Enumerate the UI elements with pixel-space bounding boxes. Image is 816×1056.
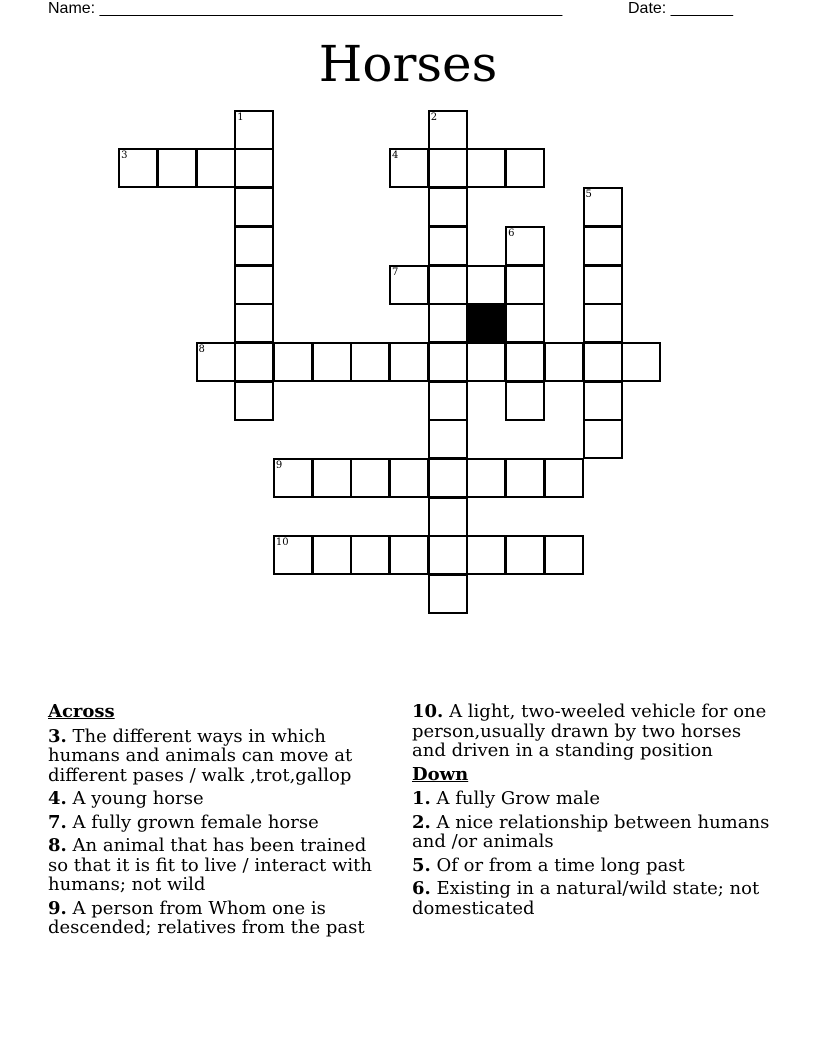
grid-cell[interactable] — [583, 419, 623, 459]
grid-cell[interactable] — [505, 226, 545, 266]
clues-column-left — [48, 702, 378, 942]
clue-down-5: 5. Of or from a time long past — [412, 854, 685, 876]
grid-cell[interactable] — [428, 110, 468, 150]
grid-cell[interactable] — [273, 458, 313, 498]
grid-cell[interactable] — [196, 148, 236, 188]
grid-cell[interactable] — [312, 458, 352, 498]
grid-cell[interactable] — [466, 148, 506, 188]
grid-cell[interactable] — [428, 381, 468, 421]
grid-cell[interactable] — [428, 187, 468, 227]
grid-cell[interactable] — [428, 342, 468, 382]
grid-cell[interactable] — [196, 342, 236, 382]
grid-cell[interactable] — [621, 342, 661, 382]
grid-cell[interactable] — [389, 458, 429, 498]
grid-cell[interactable] — [544, 535, 584, 575]
grid-cell[interactable] — [118, 148, 158, 188]
clue-down-6: 6. Existing in a natural/wild state; not domesticated — [412, 878, 760, 919]
grid-cell[interactable] — [505, 342, 545, 382]
grid-cell[interactable] — [505, 265, 545, 305]
grid-cell[interactable] — [583, 265, 623, 305]
grid-cell[interactable] — [389, 265, 429, 305]
clue-down-2: 2. A nice relationship between humans and /or animals — [412, 811, 770, 852]
grid-cell[interactable] — [505, 535, 545, 575]
clue-number: 1 — [237, 111, 244, 123]
clues-column-right — [412, 702, 772, 922]
grid-cell[interactable] — [157, 148, 197, 188]
clue-number: 3 — [121, 150, 128, 162]
grid-cell[interactable] — [234, 226, 274, 266]
clue-across-9: 9. A person from Whom one is descended; relatives from the past — [48, 897, 365, 938]
clue-across-8: 8. An animal that has been trained so that it is fit to live / interact with humans; not wild — [48, 835, 372, 895]
grid-cell[interactable] — [428, 458, 468, 498]
grid-cell[interactable] — [350, 458, 390, 498]
clue-number: 5 — [585, 189, 592, 201]
grid-cell[interactable] — [350, 342, 390, 382]
grid-cell[interactable] — [234, 110, 274, 150]
clue-number: 10 — [275, 537, 289, 549]
clue-across-4: 4. A young horse — [48, 788, 204, 809]
grid-cell[interactable] — [234, 381, 274, 421]
grid-cell[interactable] — [234, 342, 274, 382]
clue-number: 8 — [198, 343, 205, 355]
grid-cell[interactable] — [234, 187, 274, 227]
grid-cell[interactable] — [544, 342, 584, 382]
grid-cell[interactable] — [583, 226, 623, 266]
grid-cell[interactable] — [273, 535, 313, 575]
clue-number: 4 — [392, 150, 399, 162]
down-heading: Down — [412, 763, 469, 785]
grid-cell[interactable] — [312, 342, 352, 382]
grid-cell[interactable] — [505, 303, 545, 343]
clue-number: 9 — [275, 460, 283, 471]
grid-cell[interactable] — [428, 265, 468, 305]
grid-cell[interactable] — [428, 497, 468, 537]
grid-cell[interactable] — [583, 342, 623, 382]
grid-cell[interactable] — [428, 574, 468, 614]
grid-block-cell — [466, 303, 506, 343]
grid-cell[interactable] — [505, 381, 545, 421]
clue-number: 7 — [392, 266, 399, 278]
grid-cell[interactable] — [583, 303, 623, 343]
across-heading: Across — [48, 701, 115, 722]
grid-cell[interactable] — [350, 535, 390, 575]
grid-cell[interactable] — [544, 458, 584, 498]
grid-cell[interactable] — [428, 148, 468, 188]
clue-number: 2 — [430, 111, 438, 123]
grid-cell[interactable] — [466, 342, 506, 382]
name-field-label: Name: ____________________________________________________ — [48, 0, 563, 17]
clue-across-3: 3. The different ways in which humans and animals can move at different pases / walk ,trot,gallop — [48, 725, 353, 786]
grid-cell[interactable] — [466, 265, 506, 305]
grid-cell[interactable] — [428, 226, 468, 266]
grid-cell[interactable] — [234, 265, 274, 305]
grid-cell[interactable] — [273, 342, 313, 382]
clue-across-7: 7. A fully grown female horse — [48, 811, 319, 833]
date-field-label: Date: _______ — [628, 0, 733, 17]
grid-cell[interactable] — [428, 535, 468, 575]
puzzle-title: Horses — [318, 35, 498, 93]
clue-number: 6 — [508, 227, 515, 239]
grid-cell[interactable] — [312, 535, 352, 575]
grid-cell[interactable] — [505, 458, 545, 498]
grid-cell[interactable] — [583, 381, 623, 421]
clue-down-1: 1. A fully Grow male — [412, 788, 601, 809]
grid-cell[interactable] — [466, 458, 506, 498]
grid-cell[interactable] — [389, 148, 429, 188]
grid-cell[interactable] — [389, 535, 429, 575]
grid-cell[interactable] — [466, 535, 506, 575]
grid-cell[interactable] — [428, 303, 468, 343]
grid-cell[interactable] — [389, 342, 429, 382]
grid-cell[interactable] — [234, 148, 274, 188]
grid-cell[interactable] — [234, 303, 274, 343]
grid-cell[interactable] — [583, 187, 623, 227]
grid-cell[interactable] — [505, 148, 545, 188]
clue-across-10: 10. A light, two-weeled vehicle for one person,usually drawn by two horses and driven in a standing position — [412, 701, 767, 761]
grid-cell[interactable] — [428, 419, 468, 459]
